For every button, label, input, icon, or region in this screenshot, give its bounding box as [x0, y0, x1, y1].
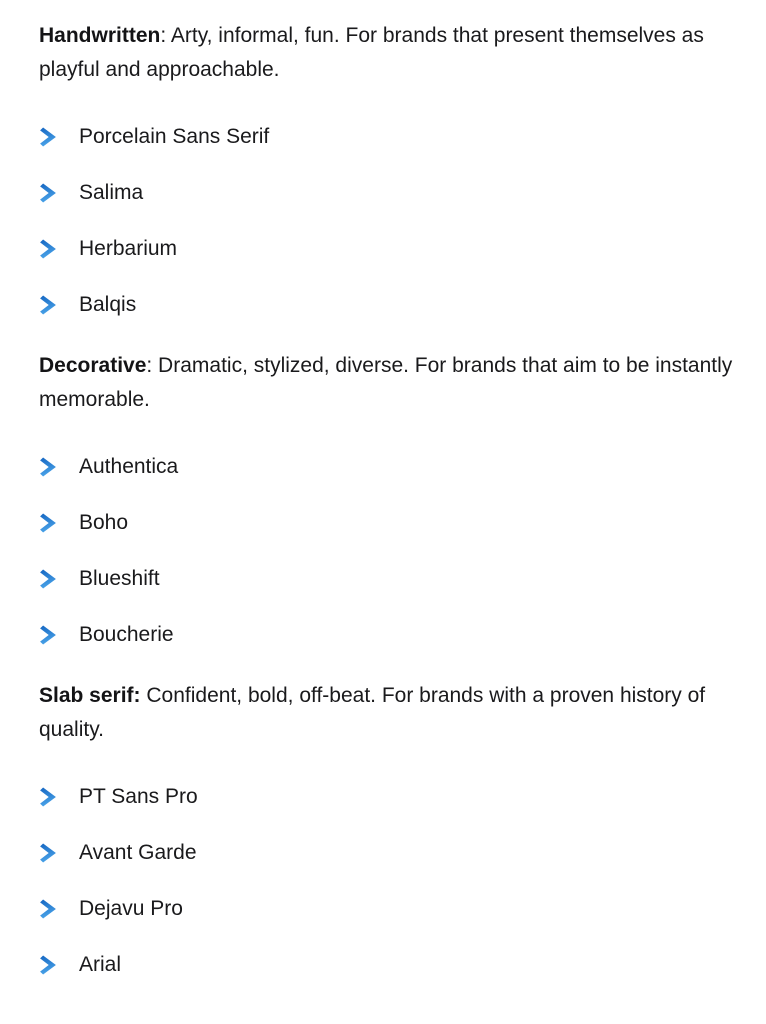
font-name: Dejavu Pro: [79, 897, 183, 920]
category-term: Handwritten: [39, 24, 161, 47]
font-list-item: [39, 567, 744, 591]
section-handwritten: [39, 19, 744, 317]
chevron-right-icon: [39, 843, 57, 863]
chevron-right-icon: [39, 183, 57, 203]
chevron-right-icon: [39, 127, 57, 147]
font-name: Herbarium: [79, 237, 178, 260]
font-name: Avant Garde: [79, 841, 197, 864]
category-term: Decorative: [39, 354, 147, 377]
font-list: [39, 125, 744, 317]
font-name: Salima: [79, 181, 144, 204]
chevron-right-icon: [39, 569, 57, 589]
font-list-item: [39, 293, 744, 317]
font-list-item: [39, 623, 744, 647]
font-name: Arial: [79, 953, 122, 976]
font-list-item: [39, 841, 744, 865]
chevron-right-icon: [39, 787, 57, 807]
category-description: [39, 349, 744, 417]
font-list-item: [39, 125, 744, 149]
font-list-item: [39, 953, 744, 977]
chevron-right-icon: [39, 513, 57, 533]
font-list: [39, 455, 744, 647]
section-slab-serif: [39, 679, 744, 977]
font-name: Blueshift: [79, 567, 160, 590]
font-list-item: [39, 511, 744, 535]
font-name: Porcelain Sans Serif: [79, 125, 270, 148]
chevron-right-icon: [39, 625, 57, 645]
category-description: [39, 679, 744, 747]
font-name: Authentica: [79, 455, 179, 478]
chevron-right-icon: [39, 955, 57, 975]
chevron-right-icon: [39, 239, 57, 259]
font-name: Balqis: [79, 293, 137, 316]
font-list-item: [39, 237, 744, 261]
chevron-right-icon: [39, 295, 57, 315]
font-list: [39, 785, 744, 977]
chevron-right-icon: [39, 899, 57, 919]
font-list-item: [39, 181, 744, 205]
category-description-text: Confident, bold, off-beat. For brands with a proven history of quality.: [39, 684, 706, 741]
category-term: Slab serif:: [39, 684, 141, 707]
chevron-right-icon: [39, 457, 57, 477]
font-list-item: [39, 455, 744, 479]
font-name: PT Sans Pro: [79, 785, 198, 808]
font-list-item: [39, 785, 744, 809]
category-description-text: : Dramatic, stylized, diverse. For brands that aim to be instantly memorable.: [39, 354, 733, 411]
font-list-item: [39, 897, 744, 921]
section-decorative: [39, 349, 744, 647]
category-description-text: : Arty, informal, fun. For brands that present themselves as playful and approachable.: [39, 24, 704, 81]
category-description: [39, 19, 744, 87]
font-name: Boucherie: [79, 623, 174, 646]
font-name: Boho: [79, 511, 129, 534]
